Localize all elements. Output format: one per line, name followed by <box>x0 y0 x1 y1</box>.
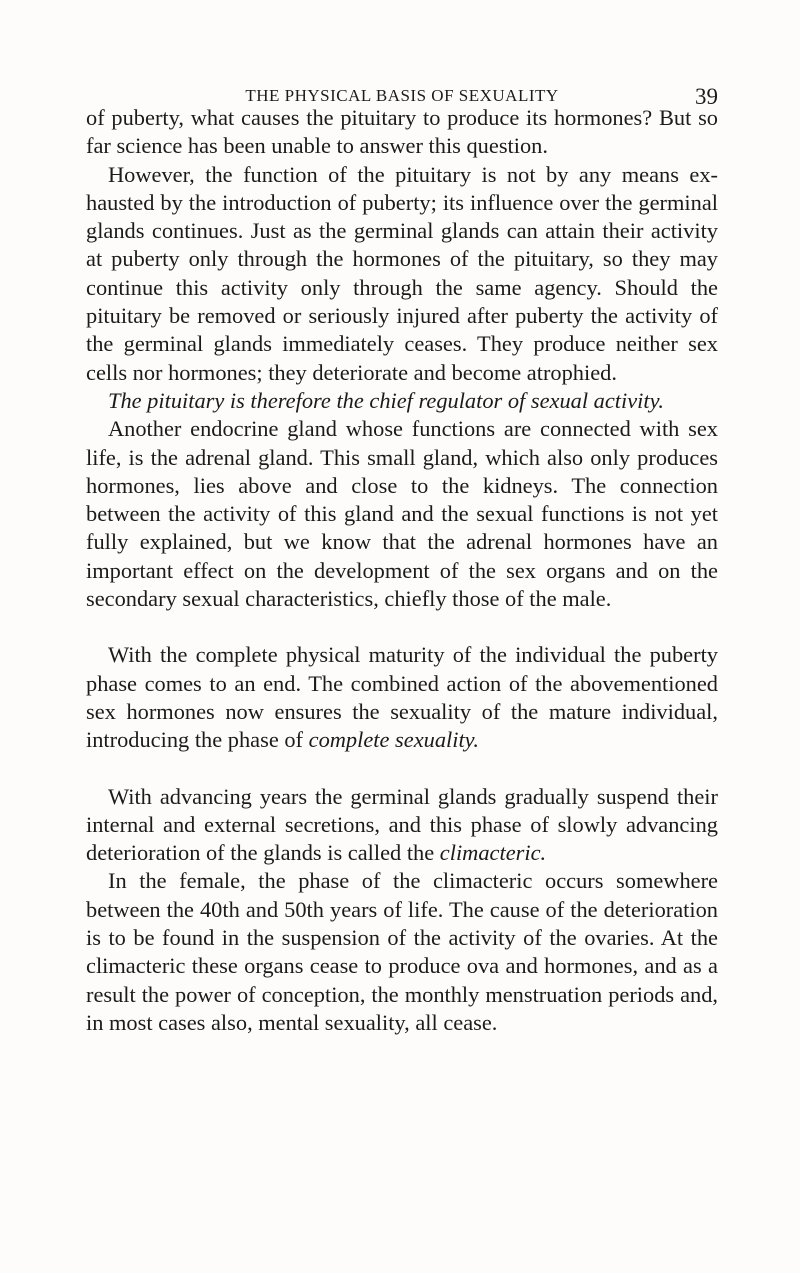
paragraph-climacteric <box>86 783 718 868</box>
paragraph-complete-sexuality <box>86 641 718 754</box>
page-number: 39 <box>695 84 718 109</box>
paragraph-continuation: of puberty, what causes the pituitary to produce its hormones? But so far science has been unable to answer this question. <box>86 105 718 159</box>
italic-term: complete sexuality. <box>308 727 479 753</box>
italic-statement: The pituitary is therefore the chief regulator of sexual activity. <box>108 387 664 413</box>
paragraph-text: With advancing years the germinal glands gradually suspend their internal and external secretions, and this phase of slowly advancing deterioration of the glands is called the <box>86 783 718 866</box>
paragraph-pituitary-function: However, the function of the pituitary is not by any means exhausted by the introduction of puberty; its influence over the germinal glands continues. Just as the germinal glands can attain their activity at puberty only through the hormones of the pituitary, so they may continue this activity only through the same agency. Should the pituitary be removed or seriously injured after puberty the activity of the germinal glands immediately ceases. They produce neither sex cells nor hormones; they deteriorate and become atrophied. <box>86 161 718 385</box>
paragraph-adrenal-gland: Another endocrine gland whose functions are connected with sex life, is the adrenal gland. This small gland, which also only produces hormones, lies above and close to the kidneys. The connection between the activity of this gland and the sexual functions is not yet fully explained, but we know that the adrenal hormones have an important effect on the development of the sex organs and on the secondary sexual characteristics, chiefly those of the male. <box>86 416 718 612</box>
running-head <box>86 72 718 109</box>
paragraph-chief-regulator <box>86 387 718 415</box>
running-title: THE PHYSICAL BASIS OF SEXUALITY <box>245 86 559 105</box>
italic-term: climacteric. <box>439 840 547 866</box>
book-page <box>86 72 718 1037</box>
paragraph-female-climacteric: In the female, the phase of the climacteric occurs somewhere between the 40th and 50th years of life. The cause of the deterioration is to be found in the suspension of the activity of the ovaries. At the climacteric these organs cease to produce ova and hormones, and as a result the power of conception, the monthly menstruation periods and, in most cases also, mental sexuality, all cease. <box>86 868 718 1035</box>
paragraph-text: With the complete physical maturity of the individual the puberty phase comes to an end. The combined action of the abovementioned sex hormones now ensures the sexuality of the mature individual, introducing the phase of <box>86 642 718 753</box>
